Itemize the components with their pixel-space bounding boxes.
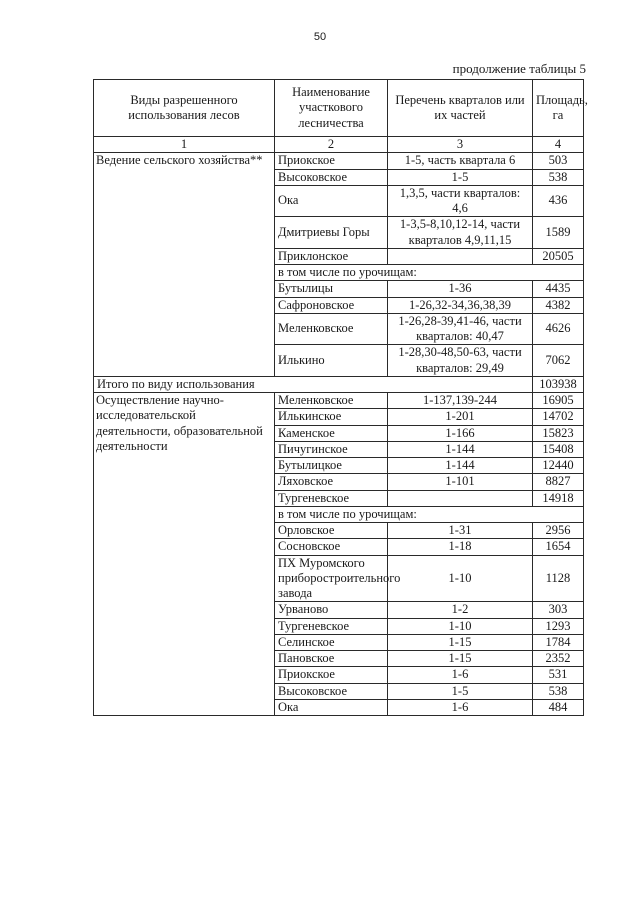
subheader-cell: в том числе по урочищам: [275,265,584,281]
tract-name-cell: ПХ Муромского приборостроительного завода [275,555,388,602]
tract-name-cell: Высоковское [275,683,388,699]
area-cell: 4626 [533,313,584,345]
quarters-cell: 1-26,28-39,41-46, части кварталов: 40,47 [388,313,533,345]
area-cell: 14918 [533,490,584,506]
area-cell: 531 [533,667,584,683]
tract-name-cell: Сафроновское [275,297,388,313]
quarters-cell: 1-166 [388,425,533,441]
area-cell: 8827 [533,474,584,490]
total-label-cell: Итого по виду использования [94,376,533,392]
quarters-cell: 1,3,5, части кварталов: 4,6 [388,185,533,217]
area-cell: 1128 [533,555,584,602]
forest-use-table [93,79,588,716]
column-number: 1 [94,137,275,153]
quarters-cell: 1-31 [388,523,533,539]
quarters-cell: 1-18 [388,539,533,555]
page-number: 50 [313,31,327,43]
tract-name-cell: Приокское [275,667,388,683]
forestry-name-cell: Высоковское [275,169,388,185]
table-continuation-label: продолжение таблицы 5 [452,61,586,76]
tract-name-cell: Тургеневское [275,618,388,634]
quarters-cell: 1-26,32-34,36,38,39 [388,297,533,313]
forestry-name-cell: Тургеневское [275,490,388,506]
tract-name-cell: Бутылицы [275,281,388,297]
quarters-cell [388,248,533,264]
area-cell: 7062 [533,345,584,377]
forestry-name-cell: Пичугинское [275,441,388,457]
area-cell: 4382 [533,297,584,313]
area-cell: 2956 [533,523,584,539]
header-area: Площадь, га [533,80,584,137]
area-cell: 20505 [533,248,584,264]
header-quarters: Перечень кварталов или их частей [388,80,533,137]
area-cell: 303 [533,602,584,618]
area-cell: 1589 [533,217,584,249]
area-cell: 1654 [533,539,584,555]
quarters-cell: 1-101 [388,474,533,490]
tract-name-cell: Урваново [275,602,388,618]
quarters-cell: 1-10 [388,555,533,602]
forestry-name-cell: Каменское [275,425,388,441]
tract-name-cell: Меленковское [275,313,388,345]
quarters-cell: 1-6 [388,667,533,683]
quarters-cell: 1-6 [388,699,533,715]
quarters-cell: 1-201 [388,409,533,425]
subheader-cell: в том числе по урочищам: [275,506,584,522]
forestry-name-cell: Приклонское [275,248,388,264]
total-row [94,376,584,392]
area-cell: 12440 [533,458,584,474]
header-forestry: Наименование участкового лесничества [275,80,388,137]
area-cell: 15408 [533,441,584,457]
area-cell: 4435 [533,281,584,297]
quarters-cell: 1-10 [388,618,533,634]
quarters-cell: 1-5 [388,169,533,185]
area-cell: 1784 [533,634,584,650]
quarters-cell: 1-5 [388,683,533,699]
quarters-cell: 1-28,30-48,50-63, части кварталов: 29,49 [388,345,533,377]
quarters-cell [388,490,533,506]
quarters-cell: 1-5, часть квартала 6 [388,153,533,169]
quarters-cell: 1-15 [388,651,533,667]
area-cell: 538 [533,683,584,699]
forestry-name-cell: Дмитриевы Горы [275,217,388,249]
tract-name-cell: Орловское [275,523,388,539]
area-cell: 1293 [533,618,584,634]
use-type-cell: Ведение сельского хозяйства** [94,153,275,377]
area-cell: 436 [533,185,584,217]
total-area-cell: 103938 [533,376,584,392]
table-row [94,393,584,409]
column-number: 2 [275,137,388,153]
area-cell: 2352 [533,651,584,667]
area-cell: 15823 [533,425,584,441]
forestry-name-cell: Бутылицкое [275,458,388,474]
tract-name-cell: Пановское [275,651,388,667]
area-cell: 16905 [533,393,584,409]
forestry-name-cell: Ляховское [275,474,388,490]
quarters-cell: 1-3,5-8,10,12-14, части кварталов 4,9,11,15 [388,217,533,249]
quarters-cell: 1-15 [388,634,533,650]
forestry-name-cell: Приокское [275,153,388,169]
tract-name-cell: Селинское [275,634,388,650]
column-number: 3 [388,137,533,153]
forestry-name-cell: Меленковское [275,393,388,409]
use-type-cell: Осуществление научно-исследовательской деятельности, образовательной деятельности [94,393,275,716]
table-row [94,153,584,169]
area-cell: 484 [533,699,584,715]
quarters-cell: 1-144 [388,441,533,457]
tract-name-cell: Ока [275,699,388,715]
area-cell: 503 [533,153,584,169]
quarters-cell: 1-144 [388,458,533,474]
column-number-row [94,137,584,153]
forestry-name-cell: Ока [275,185,388,217]
column-number: 4 [533,137,584,153]
quarters-cell: 1-36 [388,281,533,297]
table-header-row [94,80,584,137]
quarters-cell: 1-137,139-244 [388,393,533,409]
quarters-cell: 1-2 [388,602,533,618]
tract-name-cell: Илькино [275,345,388,377]
forestry-name-cell: Илькинское [275,409,388,425]
tract-name-cell: Сосновское [275,539,388,555]
header-use-type: Виды разрешенного использования лесов [94,80,275,137]
area-cell: 538 [533,169,584,185]
area-cell: 14702 [533,409,584,425]
